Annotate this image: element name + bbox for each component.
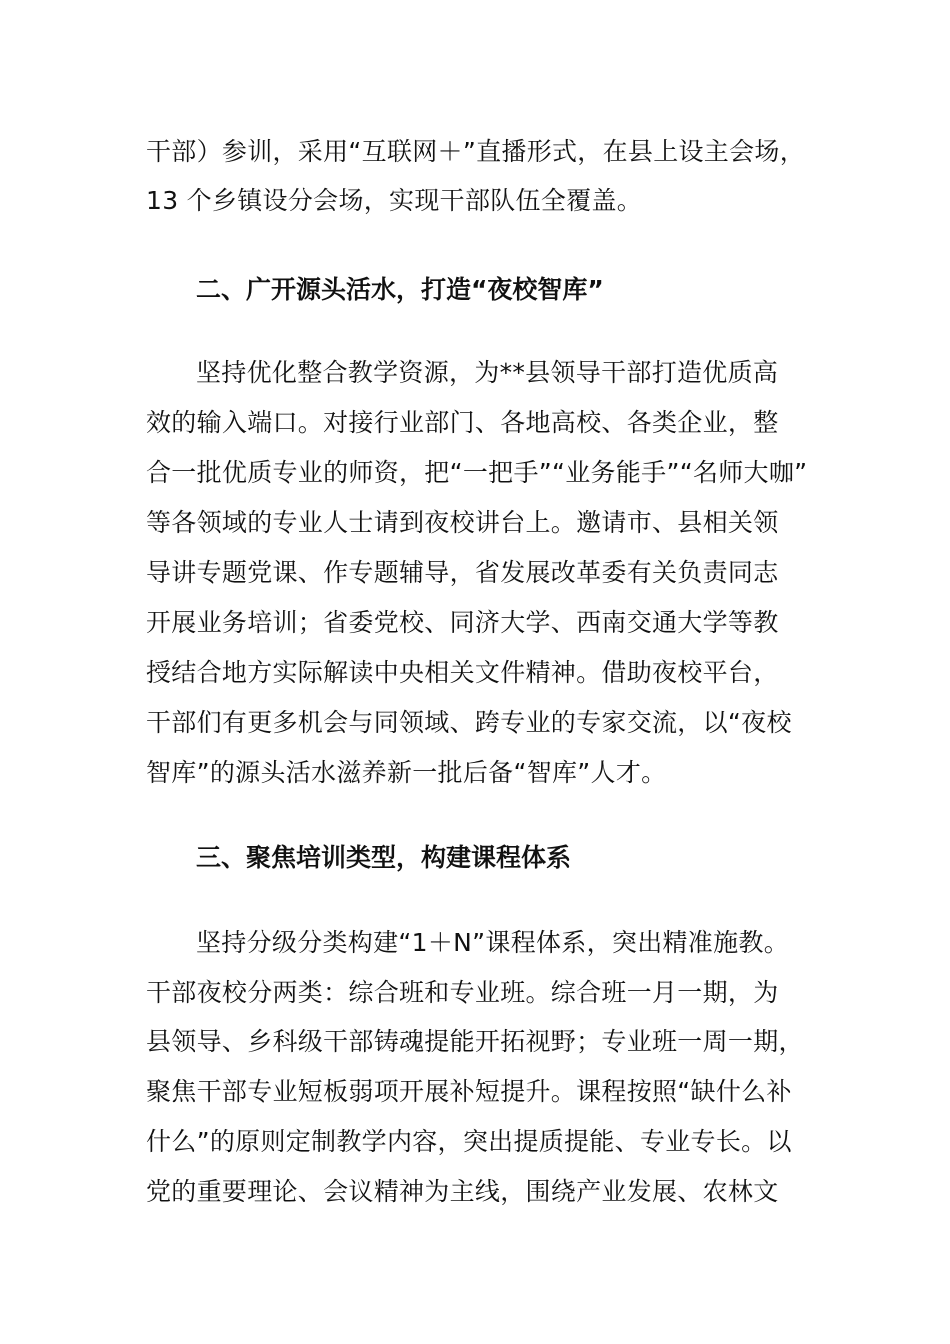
paragraph-line: 党的重要理论、会议精神为主线，围绕产业发展、农林文 [146,1177,779,1206]
paragraph-line: 13 个乡镇设分会场，实现干部队伍全覆盖。 [146,186,643,215]
paragraph-line: 合一批优质专业的师资，把“一把手”“业务能手”“名师大咖” [146,458,808,487]
section-heading: 三、聚焦培训类型，构建课程体系 [196,843,572,872]
paragraph-line: 聚焦干部专业短板弱项开展补短提升。课程按照“缺什么补 [146,1077,792,1106]
paragraph-line: 导讲专题党课、作专题辅导，省发展改革委有关负责同志 [146,558,779,587]
paragraph-line: 什么”的原则定制教学内容，突出提质提能、专业专长。以 [146,1127,792,1156]
paragraph-line: 县领导、乡科级干部铸魂提能开拓视野；专业班一周一期， [146,1027,804,1056]
paragraph-line: 效的输入端口。对接行业部门、各地高校、各类企业，整 [146,408,779,437]
paragraph-line: 干部）参训，采用“互联网＋”直播形式，在县上设主会场， [146,137,806,166]
section-heading: 二、广开源头活水，打造“夜校智库” [196,275,604,304]
paragraph-line: 干部们有更多机会与同领域、跨专业的专家交流，以“夜校 [146,708,792,737]
paragraph-line: 等各领域的专业人士请到夜校讲台上。邀请市、县相关领 [146,508,779,537]
paragraph-line: 开展业务培训；省委党校、同济大学、西南交通大学等教 [146,608,779,637]
paragraph-line: 坚持优化整合教学资源，为**县领导干部打造优质高 [196,358,779,387]
paragraph-line: 坚持分级分类构建“1＋N”课程体系，突出精准施教。 [196,928,790,957]
paragraph-line: 智库”的源头活水滋养新一批后备“智库”人才。 [146,758,667,787]
paragraph-line: 授结合地方实际解读中央相关文件精神。借助夜校平台， [146,658,779,687]
paragraph-line: 干部夜校分两类：综合班和专业班。综合班一月一期，为 [146,978,779,1007]
